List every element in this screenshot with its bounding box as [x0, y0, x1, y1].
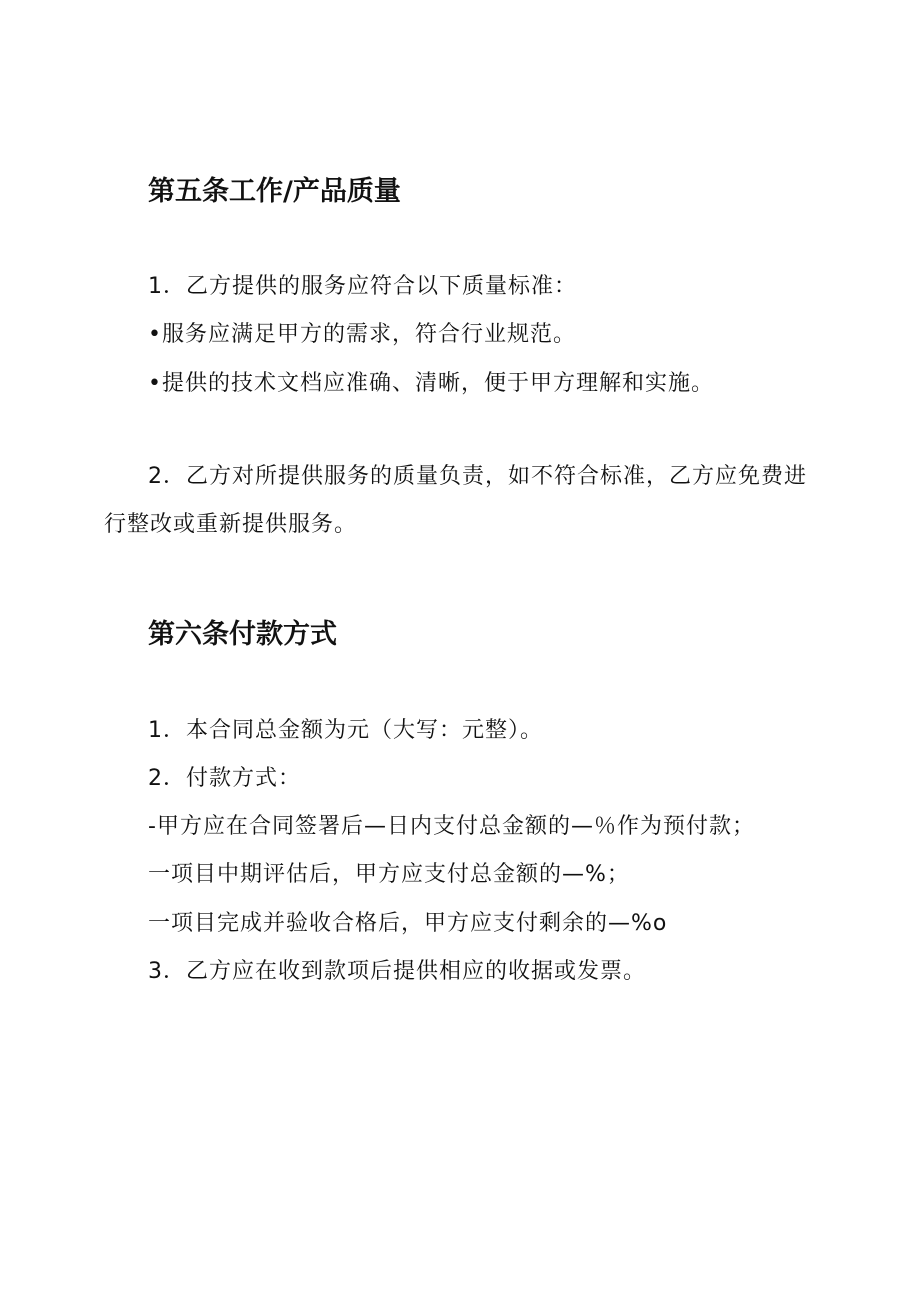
section-5-heading: 第五条工作/产品质量: [148, 176, 401, 207]
section-6-item-2: 2．付款方式：: [148, 766, 301, 791]
section-5-bullet-2: •提供的技术文档应准确、清晰，便于甲方理解和实施。: [148, 371, 714, 396]
section-5-item-1: 1．乙方提供的服务应符合以下质量标准：: [148, 274, 577, 299]
section-6-item-3: 3．乙方应在收到款项后提供相应的收据或发票。: [148, 959, 646, 984]
section-6-item-1: 1．本合同总金额为元（大写：元整）。: [148, 718, 543, 743]
section-6-sub-item-1: -甲方应在合同签署后—日内支付总金额的—％作为预付款；: [148, 814, 755, 839]
section-5-item-2-line-2: 行整改或重新提供服务。: [104, 512, 358, 537]
section-6-sub-item-3: 一项目完成并验收合格后，甲方应支付剩余的—%o: [148, 911, 668, 936]
section-6-sub-item-2: 一项目中期评估后，甲方应支付总金额的—%；: [148, 862, 630, 887]
section-5-bullet-1: •服务应满足甲方的需求，符合行业规范。: [148, 322, 576, 347]
section-5-item-2-line-1: 2．乙方对所提供服务的质量负责，如不符合标准，乙方应免费进: [148, 464, 807, 489]
section-6-heading: 第六条付款方式: [148, 619, 337, 650]
